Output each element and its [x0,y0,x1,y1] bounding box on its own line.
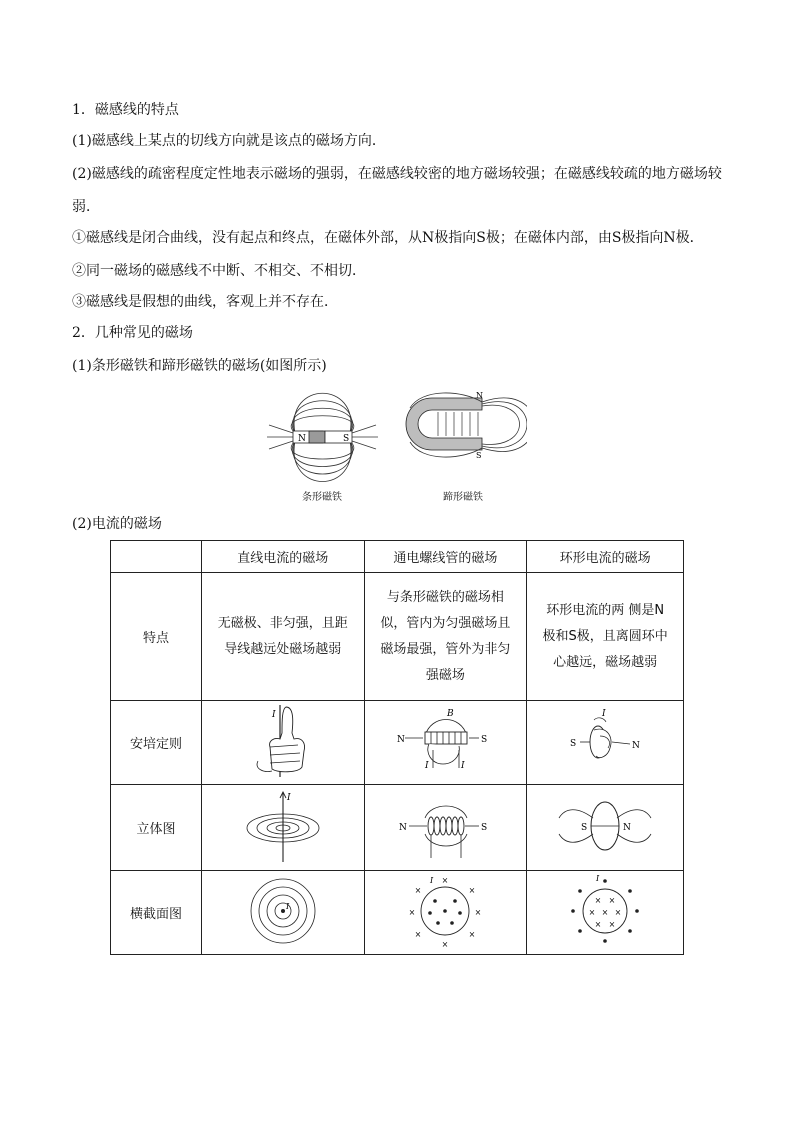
cross-mark: × [608,895,616,905]
horseshoe-magnet-caption: 蹄形磁铁 [443,492,483,503]
section1-item1: ①磁感线是闭合曲线，没有起点和终点，在磁体外部，从N极指向S极；在磁体内部，由S极指向N极． [72,230,704,246]
feature-loop-line: 极和S极，且离圆环中 [542,628,668,644]
section2-p1: (1)条形磁铁和蹄形磁铁的磁场(如图所示) [72,358,327,374]
horseshoe-n-label: N [476,391,483,400]
section2-heading: 2．几种常见的磁场 [72,325,193,341]
label-s: S [481,822,488,833]
ampere-solenoid-cell [364,701,527,785]
section1-item3: ③磁感线是假想的曲线，客观上并不存在． [72,294,338,310]
ampere-straight-cell [202,701,365,785]
label-i: I [271,709,276,720]
label-i: I [425,760,429,771]
table-row-3d-view [111,785,684,871]
label-i: I [602,708,606,719]
ampere-straight-hand-figure [248,703,318,779]
table-header-row [111,541,684,573]
table-header-solenoid: 通电螺线管的磁场 [364,541,527,573]
cross-mark: × [608,919,616,929]
cross-mark: × [415,885,422,895]
label-s: S [581,822,588,833]
bar-n-label: N [298,434,306,444]
ampere-solenoid-hand-figure [395,706,495,776]
feature-solenoid-line: 强磁场 [425,667,465,683]
bar-magnet-figure [265,385,380,495]
cross-straight-figure [243,873,323,949]
feature-solenoid-line: 似，管内为匀强磁场且 [380,615,511,631]
label-n: N [397,734,406,745]
table-header-loop: 环形电流的磁场 [527,541,684,573]
bar-magnet-caption: 条形磁铁 [302,492,342,503]
cross-mark: × [594,919,602,929]
horseshoe-s-label: S [476,451,482,460]
feature-solenoid [364,573,527,701]
feature-straight-line: 导线越远处磁场越弱 [224,641,342,657]
3d-loop-figure [555,788,655,864]
cross-loop-cell [527,871,684,955]
ampere-loop-hand-figure [560,706,650,776]
bar-s-label: S [343,434,350,444]
cross-mark: × [469,885,476,895]
label-s: S [481,734,488,745]
row-label-3d-view: 立体图 [111,785,202,871]
cross-loop-figure [560,873,650,949]
horseshoe-magnet-figure [402,388,527,488]
label-s: S [570,738,577,749]
cross-mark: × [475,907,482,917]
cross-mark: × [442,939,449,949]
feature-straight-line: 无磁极、非匀强，且距 [217,615,348,631]
feature-solenoid-line: 与条形磁铁的磁场相 [386,589,504,605]
label-i: I [430,875,434,885]
3d-solenoid-cell [364,785,527,871]
label-n: N [632,740,640,751]
table-row-cross-section [111,871,684,955]
label-i: I [596,873,600,883]
feature-loop-line: 心越远，磁场越弱 [553,654,658,670]
label-i: I [461,760,465,771]
section1-p2-line2: 弱． [72,199,100,215]
cross-solenoid-figure [400,873,490,949]
cross-mark: × [601,907,609,917]
3d-straight-cell [202,785,365,871]
section1-p1: (1)磁感线上某点的切线方向就是该点的磁场方向． [72,133,386,149]
cross-mark: × [415,929,422,939]
cross-mark: × [409,907,416,917]
3d-loop-cell [527,785,684,871]
row-label-ampere-rule: 安培定则 [111,701,202,785]
table-row-ampere-rule [111,701,684,785]
label-n: N [623,822,631,833]
label-b: B [447,708,455,719]
section1-heading: 1．磁感线的特点 [72,102,179,118]
3d-solenoid-figure [395,788,495,864]
cross-straight-cell [202,871,365,955]
table-header-straight: 直线电流的磁场 [202,541,365,573]
row-label-cross-section: 横截面图 [111,871,202,955]
cross-mark: × [469,929,476,939]
cross-mark: × [594,895,602,905]
feature-solenoid-line: 磁场最强，管外为非匀 [380,641,511,657]
feature-loop [527,573,684,701]
cross-solenoid-cell [364,871,527,955]
label-i: I [285,901,289,911]
cross-mark: × [588,907,596,917]
section2-p2: (2)电流的磁场 [72,516,162,532]
row-label-features: 特点 [111,573,202,701]
cross-mark: × [442,875,449,885]
section1-p2-line1: (2)磁感线的疏密程度定性地表示磁场的强弱，在磁感线较密的地方磁场较强；在磁感线较疏的地方磁场较 [72,166,722,182]
table-row-features [111,573,684,701]
label-n: N [399,822,408,833]
cross-mark: × [614,907,622,917]
feature-loop-line: 环形电流的两 侧是N [546,602,665,618]
label-i: I [286,792,291,803]
3d-straight-figure [233,788,333,864]
ampere-loop-cell [527,701,684,785]
table-header-empty [111,541,202,573]
feature-straight [202,573,365,701]
current-magnetic-field-table [110,540,684,955]
section1-item2: ②同一磁场的磁感线不中断、不相交、不相切． [72,263,366,279]
